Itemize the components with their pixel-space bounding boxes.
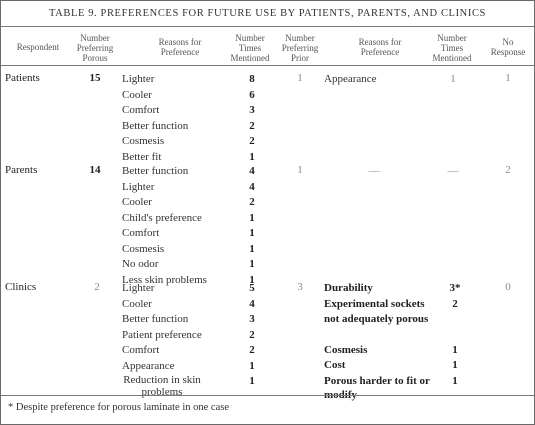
title-rule (1, 26, 534, 27)
table-footnote: * Despite preference for porous laminate in one case (8, 402, 229, 413)
list-item: 1 (249, 211, 255, 224)
prior-count: 3 (297, 281, 303, 293)
list-item: 2 (249, 196, 255, 208)
respondent-label: Patients (5, 72, 40, 84)
list-item: Appearance (324, 73, 377, 85)
no-response-count: 1 (505, 72, 511, 84)
list-item: 3 (249, 104, 255, 116)
list-item: Better function (122, 313, 189, 325)
list-item: Cosmesis (122, 135, 165, 147)
list-item: 1 (249, 359, 255, 372)
porous-mentions-list (242, 281, 262, 390)
prior-count: 1 (297, 72, 303, 84)
list-item: Experimental sockets not adequately porous (324, 297, 429, 325)
prior-count: 1 (297, 164, 303, 176)
porous-mentions-list (242, 72, 262, 165)
list-item: 1 (450, 73, 456, 85)
prior-mentions-list (443, 164, 463, 180)
list-item: 1 (249, 242, 255, 255)
header-reasons-prior: Reasons for Preference (358, 37, 402, 57)
list-item: 1 (452, 374, 458, 387)
header-reasons-porous: Reasons for Preference (158, 37, 202, 57)
list-item: 6 (249, 88, 255, 101)
header-respondent: Respondent (16, 42, 60, 52)
list-item: Durability (324, 282, 373, 294)
header-rule (1, 65, 534, 66)
prior-reasons-list (324, 72, 377, 88)
porous-reasons-list (122, 164, 207, 288)
respondent-label: Parents (5, 164, 38, 176)
list-item: 4 (249, 165, 255, 177)
porous-count: 15 (89, 72, 101, 84)
porous-mentions-list (242, 164, 262, 288)
list-item: Lighter (122, 73, 155, 85)
list-item: 2 (249, 328, 255, 341)
list-item: Cooler (122, 88, 152, 101)
header-times-mentioned-porous: Number Times Mentioned (230, 33, 270, 63)
list-item: Cooler (122, 196, 152, 208)
list-item: Comfort (122, 344, 160, 356)
list-item: 3 (249, 313, 255, 325)
porous-reasons-list (122, 72, 188, 165)
list-item: 1 (452, 343, 458, 356)
table-row-patients (0, 70, 535, 163)
porous-reasons-list (122, 281, 217, 398)
list-item: 2 (452, 297, 458, 310)
list-item: Porous harder to fit or modify (324, 374, 430, 401)
prior-reasons-list (354, 164, 394, 180)
table-title: TABLE 9. PREFERENCES FOR FUTURE USE BY PATIENTS, PARENTS, AND CLINICS (49, 8, 486, 19)
list-item: Patient preference (122, 328, 202, 341)
table-row-clinics (0, 279, 535, 401)
list-item: 1 (249, 273, 255, 286)
list-item: Lighter (122, 180, 155, 193)
list-item: 1 (249, 258, 255, 270)
header-number-preferring-prior: Number Preferring Prior (281, 33, 319, 63)
list-item: Better function (122, 119, 189, 132)
list-item: Child's preference (122, 211, 202, 224)
list-item: Reduction in skin problems (123, 374, 201, 398)
list-item: 2 (249, 135, 255, 147)
list-item: Cosmesis (122, 242, 165, 255)
list-item: Better fit (122, 150, 162, 163)
porous-count: 14 (89, 164, 101, 176)
prior-reasons-list (324, 281, 434, 405)
list-item: 1 (452, 359, 458, 371)
list-item: 4 (249, 297, 255, 310)
list-item: Lighter (122, 282, 155, 294)
respondent-label: Clinics (5, 281, 37, 293)
list-item: Comfort (122, 104, 160, 116)
prior-mentions-list (443, 281, 467, 389)
list-item: 1 (249, 375, 255, 387)
header-times-mentioned-prior: Number Times Mentioned (432, 33, 472, 63)
list-item: 2 (249, 344, 255, 356)
list-item: 1 (249, 150, 255, 163)
list-item: Less skin problems (122, 273, 207, 286)
header-no-response: No Response (490, 37, 526, 57)
footnote-rule (1, 395, 534, 396)
porous-count: 2 (94, 281, 100, 293)
list-item: — (368, 165, 380, 177)
list-item: Cooler (122, 297, 152, 310)
list-item: 3* (449, 282, 461, 294)
list-item: No odor (122, 258, 159, 270)
list-item: 2 (249, 119, 255, 132)
list-item: — (447, 165, 459, 177)
list-item: 4 (249, 180, 255, 193)
list-item: 5 (249, 282, 255, 294)
list-item: Appearance (122, 359, 175, 372)
no-response-count: 0 (505, 281, 511, 293)
header-number-preferring-porous: Number Preferring Porous (76, 33, 114, 63)
list-item: Cosmesis (324, 343, 368, 356)
list-item: Better function (122, 165, 189, 177)
list-item: 8 (249, 73, 255, 85)
list-item: 1 (249, 227, 255, 239)
table-row-parents (0, 162, 535, 286)
no-response-count: 2 (505, 164, 511, 176)
prior-mentions-list (443, 72, 463, 88)
list-item: Cost (324, 359, 346, 371)
list-item: Comfort (122, 227, 160, 239)
